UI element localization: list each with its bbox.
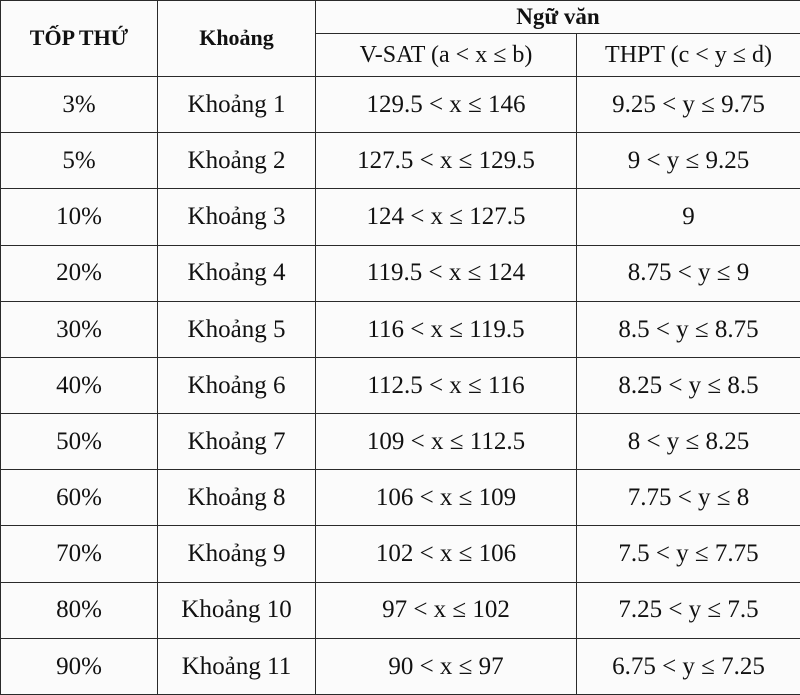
- cell-top-rank: 40%: [1, 357, 158, 413]
- cell-vsat: 112.5 < x ≤ 116: [316, 357, 577, 413]
- cell-range: Khoảng 4: [158, 245, 316, 301]
- header-thpt: THPT (c < y ≤ d): [577, 34, 800, 77]
- header-range: Khoảng: [158, 1, 316, 77]
- cell-top-rank: 20%: [1, 245, 158, 301]
- cell-thpt: 8.25 < y ≤ 8.5: [577, 357, 800, 413]
- cell-range: Khoảng 2: [158, 133, 316, 189]
- cell-thpt: 8 < y ≤ 8.25: [577, 414, 800, 470]
- cell-top-rank: 10%: [1, 189, 158, 245]
- table-row: [1, 133, 800, 189]
- cell-vsat: 106 < x ≤ 109: [316, 470, 577, 526]
- cell-top-rank: 80%: [1, 582, 158, 638]
- table-row: [1, 301, 800, 357]
- cell-range: Khoảng 7: [158, 414, 316, 470]
- cell-range: Khoảng 11: [158, 638, 316, 694]
- cell-thpt: 7.75 < y ≤ 8: [577, 470, 800, 526]
- cell-range: Khoảng 10: [158, 582, 316, 638]
- cell-vsat: 90 < x ≤ 97: [316, 638, 577, 694]
- cell-thpt: 9.25 < y ≤ 9.75: [577, 77, 800, 133]
- cell-vsat: 129.5 < x ≤ 146: [316, 77, 577, 133]
- table-row: [1, 526, 800, 582]
- cell-thpt: 7.5 < y ≤ 7.75: [577, 526, 800, 582]
- cell-vsat: 116 < x ≤ 119.5: [316, 301, 577, 357]
- table-row: [1, 470, 800, 526]
- cell-thpt: 8.5 < y ≤ 8.75: [577, 301, 800, 357]
- cell-range: Khoảng 3: [158, 189, 316, 245]
- cell-range: Khoảng 9: [158, 526, 316, 582]
- table-row: [1, 638, 800, 694]
- cell-range: Khoảng 5: [158, 301, 316, 357]
- cell-thpt: 7.25 < y ≤ 7.5: [577, 582, 800, 638]
- cell-range: Khoảng 1: [158, 77, 316, 133]
- cell-top-rank: 90%: [1, 638, 158, 694]
- table-row: [1, 77, 800, 133]
- cell-vsat: 124 < x ≤ 127.5: [316, 189, 577, 245]
- cell-top-rank: 3%: [1, 77, 158, 133]
- table-row: [1, 414, 800, 470]
- cell-range: Khoảng 6: [158, 357, 316, 413]
- cell-top-rank: 5%: [1, 133, 158, 189]
- header-top-rank: TỐP THỨ: [1, 1, 158, 77]
- cell-vsat: 102 < x ≤ 106: [316, 526, 577, 582]
- table-row: [1, 189, 800, 245]
- cell-top-rank: 70%: [1, 526, 158, 582]
- cell-range: Khoảng 8: [158, 470, 316, 526]
- header-row: [1, 1, 800, 34]
- table-body: [1, 77, 800, 695]
- table-row: [1, 357, 800, 413]
- cell-thpt: 9: [577, 189, 800, 245]
- cell-thpt: 8.75 < y ≤ 9: [577, 245, 800, 301]
- table-row: [1, 582, 800, 638]
- table-row: [1, 245, 800, 301]
- cell-top-rank: 50%: [1, 414, 158, 470]
- cell-top-rank: 60%: [1, 470, 158, 526]
- cell-top-rank: 30%: [1, 301, 158, 357]
- cell-vsat: 127.5 < x ≤ 129.5: [316, 133, 577, 189]
- cell-vsat: 109 < x ≤ 112.5: [316, 414, 577, 470]
- cell-vsat: 119.5 < x ≤ 124: [316, 245, 577, 301]
- header-subject: Ngữ văn: [316, 1, 800, 34]
- cell-thpt: 6.75 < y ≤ 7.25: [577, 638, 800, 694]
- header-vsat: V-SAT (a < x ≤ b): [316, 34, 577, 77]
- cell-vsat: 97 < x ≤ 102: [316, 582, 577, 638]
- cell-thpt: 9 < y ≤ 9.25: [577, 133, 800, 189]
